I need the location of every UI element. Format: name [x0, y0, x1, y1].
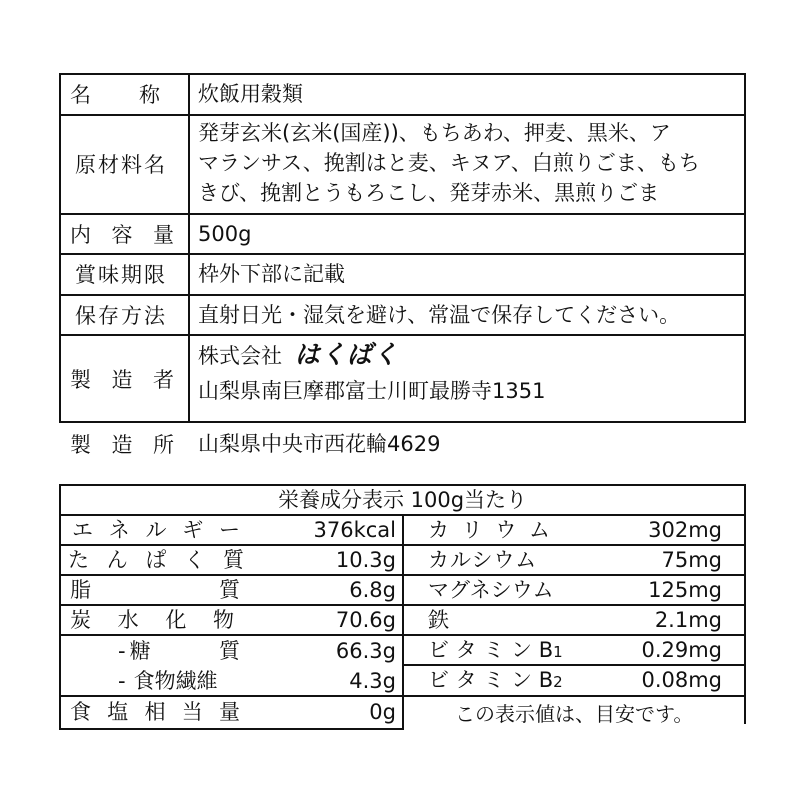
ingredients-label: 原材料名 — [75, 153, 167, 177]
nutrient-value: 302mg — [648, 518, 722, 542]
manufacturer-label: 製 造 者 — [70, 368, 174, 392]
nutrient-value: 376kcal — [313, 518, 396, 542]
storage-label: 保存方法 — [75, 304, 167, 328]
nutrition-left-border — [59, 695, 61, 730]
nutrient-value: 6.8g — [349, 578, 396, 602]
nutrient-label-energy: エ ネ ル ギ ー — [72, 518, 240, 542]
best-before-value: 枠外下部に記載 — [198, 262, 345, 286]
nutrient-label-potassium: カ リ ウ ム — [428, 518, 554, 542]
storage-value: 直射日光・湿気を避け、常温で保存してください。 — [198, 303, 681, 327]
row-divider — [59, 114, 746, 116]
nutrient-value: 4.3g — [349, 669, 396, 693]
name-label: 名 称 — [70, 83, 160, 107]
nutrient-label-fiber: - 食物繊維 — [118, 669, 218, 693]
name-value: 炊飯用穀類 — [198, 82, 303, 106]
volume-value: 500g — [198, 222, 252, 246]
volume-label: 内 容 量 — [70, 223, 174, 247]
factory-value: 山梨県中央市西花輪4629 — [198, 432, 441, 456]
nutrient-value: 2.1mg — [654, 608, 722, 632]
nutrient-label-carbohydrate: 炭 水 化 物 — [70, 608, 234, 632]
nutrient-label-protein: た ん ぱ く 質 — [68, 548, 244, 572]
nutrient-label-sugar: - 糖 質 — [118, 639, 240, 663]
ingredients-line: マランサス、挽割はと麦、キヌア、白煎りごま、もち — [198, 151, 700, 175]
nutrient-label-magnesium: マグネシウム — [428, 578, 554, 602]
nutrient-value: 125mg — [648, 578, 722, 602]
brand-logo: はくばく — [294, 340, 399, 369]
label-divider — [188, 73, 190, 423]
nutrient-value: 0.08mg — [641, 668, 722, 692]
nutrition-row-divider — [59, 728, 404, 730]
nutrient-value: 70.6g — [335, 608, 396, 632]
ingredients-line: きび、挽割とうもろこし、発芽赤米、黒煎りごま — [198, 181, 660, 205]
factory-label: 製 造 所 — [70, 433, 174, 457]
best-before-label: 賞味期限 — [75, 263, 167, 287]
nutrient-value: 0.29mg — [641, 638, 722, 662]
company-prefix: 株式会社 — [198, 344, 282, 368]
nutrient-value: 66.3g — [335, 639, 396, 663]
nutrition-note: この表示値は、目安です。 — [455, 702, 694, 726]
nutrition-title: 栄養成分表示 100g当たり — [277, 488, 528, 512]
nutrient-value: 75mg — [661, 548, 722, 572]
nutrient-label-iron: 鉄 — [428, 608, 449, 632]
row-divider — [59, 294, 746, 296]
row-divider — [59, 334, 746, 336]
nutrient-value: 10.3g — [335, 548, 396, 572]
row-divider — [59, 213, 746, 215]
manufacturer-address: 山梨県南巨摩郡富士川町最勝寺1351 — [198, 379, 546, 403]
nutrient-label-calcium: カルシウム — [428, 548, 538, 572]
nutrient-label-vitamin-b2: ビ タ ミ ン B2 — [428, 668, 563, 692]
row-divider — [59, 253, 746, 255]
manufacturer-company — [198, 340, 399, 371]
nutrient-label-salt: 食 塩 相 当 量 — [70, 700, 240, 724]
nutrient-value: 0g — [369, 700, 396, 724]
nutrition-mid-divider — [402, 514, 404, 730]
nutrient-label-fat: 脂 質 — [70, 578, 240, 602]
ingredients-line: 発芽玄米(玄米(国産))、もちあわ、押麦、黒米、ア — [198, 121, 671, 145]
nutrient-label-vitamin-b1: ビ タ ミ ン B1 — [428, 638, 563, 662]
